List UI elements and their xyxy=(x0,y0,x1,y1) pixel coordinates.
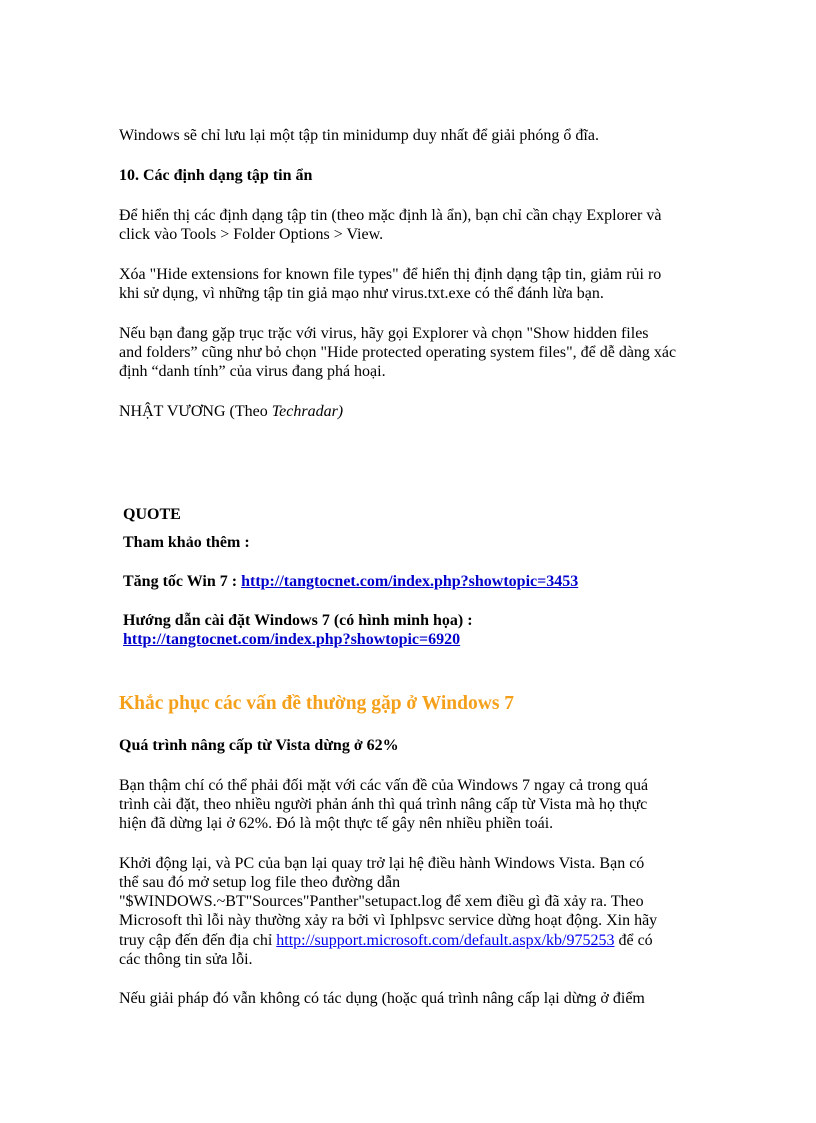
paragraph-virus-line1: Nếu bạn đang gặp trục trặc với virus, hãy gọi Explorer và chọn "Show hidden files xyxy=(119,325,649,342)
paragraph-hide-extensions-line1: Xóa "Hide extensions for known file types" để hiển thị định dạng tập tin, giảm rủi ro xyxy=(119,266,662,283)
paragraph-install-line1: Bạn thậm chí có thể phải đối mặt với các vấn đề của Windows 7 ngay cả trong quá xyxy=(119,777,649,794)
author-source: Techradar) xyxy=(271,403,344,420)
quote-item1-link[interactable]: http://tangtocnet.com/index.php?showtopic=3453 xyxy=(241,573,579,590)
microsoft-support-link[interactable]: http://support.microsoft.com/default.aspx/kb/975253 xyxy=(276,932,615,949)
quote-item-win7-speedup xyxy=(123,572,703,592)
paragraph-show-extensions-line1: Để hiển thị các định dạng tập tin (theo mặc định là ẩn), bạn chỉ cần chạy Explorer và xyxy=(119,207,662,224)
quote-item2-link[interactable]: http://tangtocnet.com/index.php?showtopic=6920 xyxy=(123,631,461,648)
restart-link-prefix: truy cập đến đến địa chỉ xyxy=(119,932,277,949)
quote-more-label: Tham khảo thêm : xyxy=(123,534,250,551)
paragraph-install-line2: trình cài đặt, theo nhiều người phản ánh thì quá trình nâng cấp từ Vista mà họ thực xyxy=(119,796,648,813)
paragraph-fallback-line1: Nếu giải pháp đó vẫn không có tác dụng (hoặc quá trình nâng cấp lại dừng ở điểm xyxy=(119,990,645,1007)
author-line xyxy=(119,402,699,422)
quote-item2-link-line xyxy=(123,630,703,650)
quote-label: QUOTE xyxy=(123,506,181,523)
paragraph-virus-line3: định “danh tính” của virus đang phá hoại. xyxy=(119,363,386,380)
paragraph-show-extensions-line2: click vào Tools > Folder Options > View. xyxy=(119,226,384,243)
author-name: NHẬT VƯƠNG (Theo xyxy=(119,403,272,420)
paragraph-restart-line4: Microsoft thì lỗi này thường xảy ra bởi vì Iphlpsvc service dừng hoạt động. Xin hãy xyxy=(119,912,658,929)
paragraph-restart-line6: các thông tin sửa lỗi. xyxy=(119,951,253,968)
paragraph-restart-line3: "$WINDOWS.~BT"Sources"Panther"setupact.log để xem điều gì đã xảy ra. Theo xyxy=(119,893,644,910)
article-title: Khắc phục các vấn đề thường gặp ở Windows 7 xyxy=(119,693,515,714)
quote-item1-label: Tăng tốc Win 7 : xyxy=(123,573,242,590)
paragraph-install-line3: hiện đã dừng lại ở 62%. Đó là một thực tế gây nên nhiều phiền toái. xyxy=(119,815,554,832)
paragraph-restart-line5 xyxy=(119,931,699,951)
paragraph-virus-line2: and folders” cũng như bỏ chọn "Hide protected operating system files", để dễ dàng xác xyxy=(119,344,677,361)
restart-link-suffix: để có xyxy=(614,932,653,949)
heading-hidden-file-types: 10. Các định dạng tập tin ẩn xyxy=(119,167,313,184)
paragraph-hide-extensions-line2: khi sử dụng, vì những tập tin giả mạo như virus.txt.exe có thể đánh lừa bạn. xyxy=(119,285,604,302)
paragraph-minidump: Windows sẽ chỉ lưu lại một tập tin minidump duy nhất để giải phóng ổ đĩa. xyxy=(119,127,599,144)
quote-item2-label: Hướng dẫn cài đặt Windows 7 (có hình minh họa) : xyxy=(123,612,473,629)
article-subheading: Quá trình nâng cấp từ Vista dừng ở 62% xyxy=(119,737,399,754)
paragraph-restart-line2: thể sau đó mở setup log file theo đường dẫn xyxy=(119,874,401,891)
paragraph-restart-line1: Khởi động lại, và PC của bạn lại quay trở lại hệ điều hành Windows Vista. Bạn có xyxy=(119,855,645,872)
